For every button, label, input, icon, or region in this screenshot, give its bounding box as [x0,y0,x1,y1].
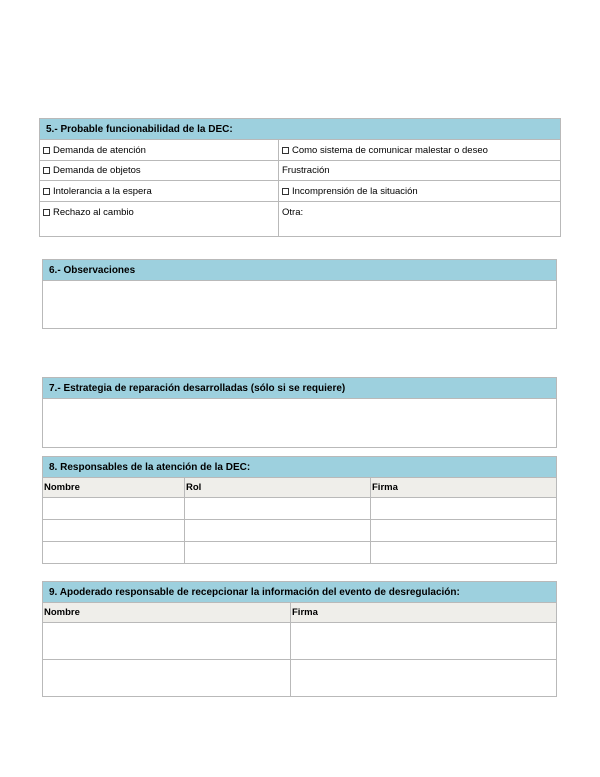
checkbox-option[interactable] [40,140,279,160]
firma-cell[interactable] [291,660,556,696]
table-header-row [43,478,556,498]
section-6-observaciones [42,259,557,329]
option-text [279,161,560,180]
table-row [43,520,556,542]
table-row [40,181,560,202]
checkbox-option[interactable] [40,181,279,201]
option-label: Rechazo al cambio [53,207,134,218]
section-7-title: 7.- Estrategia de reparación desarrolladas (sólo si se requiere) [43,378,556,399]
estrategia-field[interactable] [43,399,556,447]
rol-cell[interactable] [185,542,371,563]
table-row [43,623,556,660]
checkbox-option[interactable] [279,140,560,160]
column-header-nombre: Nombre [43,603,291,622]
nombre-cell[interactable] [43,660,291,696]
section-5-funcionabilidad [39,118,561,237]
table-row [43,498,556,520]
section-8-title: 8. Responsables de la atención de la DEC: [43,457,556,478]
section-7-estrategia [42,377,557,448]
table-row [43,542,556,563]
section-5-title: 5.- Probable funcionabilidad de la DEC: [40,119,560,140]
rol-cell[interactable] [185,520,371,541]
firma-cell[interactable] [371,498,556,519]
checkbox-icon[interactable] [43,188,50,195]
section-8-responsables [42,456,557,564]
option-label: Demanda de atención [53,144,146,156]
column-header-nombre: Nombre [43,478,185,497]
checkbox-icon[interactable] [43,147,50,154]
firma-cell[interactable] [371,542,556,563]
option-label: Intolerancia a la espera [53,185,152,197]
column-header-firma: Firma [372,482,398,493]
checkbox-option[interactable] [40,202,279,236]
checkbox-icon[interactable] [43,167,50,174]
nombre-cell[interactable] [43,542,185,563]
table-row [43,660,556,696]
checkbox-option[interactable] [40,161,279,180]
table-row [40,161,560,181]
option-label: Otra: [282,207,304,218]
option-label: Incomprensión de la situación [292,185,418,197]
firma-cell[interactable] [291,623,556,659]
option-label: Frustración [282,165,330,176]
firma-cell[interactable] [371,520,556,541]
checkbox-icon[interactable] [282,147,289,154]
table-row [40,140,560,161]
nombre-cell[interactable] [43,498,185,519]
option-label: Demanda de objetos [53,165,141,176]
section-9-title: 9. Apoderado responsable de recepcionar la información del evento de desregulación: [43,582,556,603]
nombre-cell[interactable] [43,623,291,659]
other-field[interactable] [279,202,560,236]
checkbox-icon[interactable] [43,209,50,216]
column-header-firma: Firma [292,607,318,618]
option-label: Como sistema de comunicar malestar o deseo [292,144,488,156]
observaciones-field[interactable] [43,281,556,328]
section-6-title: 6.- Observaciones [43,260,556,281]
table-row [40,202,560,236]
checkbox-icon[interactable] [282,188,289,195]
rol-cell[interactable] [185,498,371,519]
section-9-apoderado [42,581,557,697]
column-header-rol: Rol [185,478,371,497]
table-header-row [43,603,556,623]
nombre-cell[interactable] [43,520,185,541]
checkbox-option[interactable] [279,181,560,201]
